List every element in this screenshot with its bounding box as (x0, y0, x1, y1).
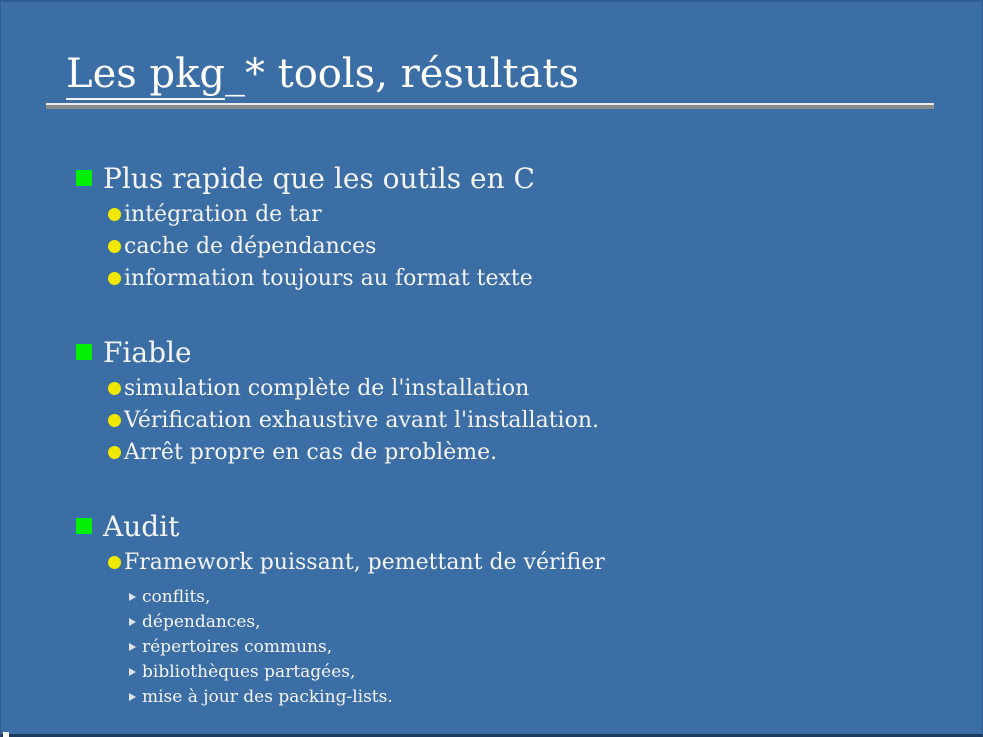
square-bullet-icon (76, 518, 92, 534)
list-item-label: information toujours au format texte (124, 265, 533, 291)
slide-title-rest: _* tools, résultats (224, 51, 580, 97)
list-item-label: Vérification exhaustive avant l'installation. (124, 407, 599, 433)
sublist-item-label: bibliothèques partagées, (142, 661, 356, 682)
list-item (108, 546, 962, 578)
section-audit (76, 506, 962, 709)
square-bullet-icon (76, 344, 92, 360)
circle-bullet-icon (108, 382, 121, 395)
list-item-label: simulation complète de l'installation (124, 375, 530, 401)
sublist-item-label: répertoires communs, (142, 636, 333, 657)
list-item-label: Arrêt propre en cas de problème. (124, 439, 498, 465)
list-item (108, 372, 962, 404)
sublist-item-label: mise à jour des packing-lists. (142, 686, 393, 707)
sublist-item (129, 584, 962, 609)
list-item (108, 404, 962, 436)
sublist-item (129, 659, 962, 684)
section-heading: Audit (103, 509, 180, 543)
circle-bullet-icon (108, 240, 121, 253)
triangle-right-bullet-icon (129, 618, 136, 626)
list-item (108, 198, 962, 230)
title-rule (46, 103, 934, 109)
square-bullet-icon (76, 170, 92, 186)
section-heading-row (76, 506, 962, 546)
circle-bullet-icon (108, 208, 121, 221)
section-heading: Fiable (103, 335, 192, 369)
list-item-label: cache de dépendances (124, 233, 377, 259)
list-item (108, 262, 962, 294)
list-item-label: intégration de tar (124, 201, 322, 227)
sublist-item-label: dépendances, (142, 611, 261, 632)
circle-bullet-icon (108, 414, 121, 427)
sublist-item (129, 684, 962, 709)
sublist (76, 584, 962, 709)
triangle-right-bullet-icon (129, 693, 136, 701)
circle-bullet-icon (108, 272, 121, 285)
circle-bullet-icon (108, 446, 121, 459)
triangle-right-bullet-icon (129, 593, 136, 601)
circle-bullet-icon (108, 556, 121, 569)
triangle-right-bullet-icon (129, 643, 136, 651)
slide-title-underlined-part: Les pkg (66, 51, 225, 100)
section-plus-rapide (76, 158, 962, 294)
section-heading: Plus rapide que les outils en C (103, 161, 535, 195)
section-heading-row (76, 158, 962, 198)
sublist-item (129, 634, 962, 659)
sublist-item-label: conflits, (142, 586, 211, 607)
list-item-label: Framework puissant, pemettant de vérifier (124, 549, 605, 575)
section-heading-row (76, 332, 962, 372)
slide-title (66, 50, 579, 98)
section-fiable (76, 332, 962, 468)
bottom-left-artifact (3, 732, 9, 737)
triangle-right-bullet-icon (129, 668, 136, 676)
list-item (108, 230, 962, 262)
list-item (108, 436, 962, 468)
sublist-item (129, 609, 962, 634)
